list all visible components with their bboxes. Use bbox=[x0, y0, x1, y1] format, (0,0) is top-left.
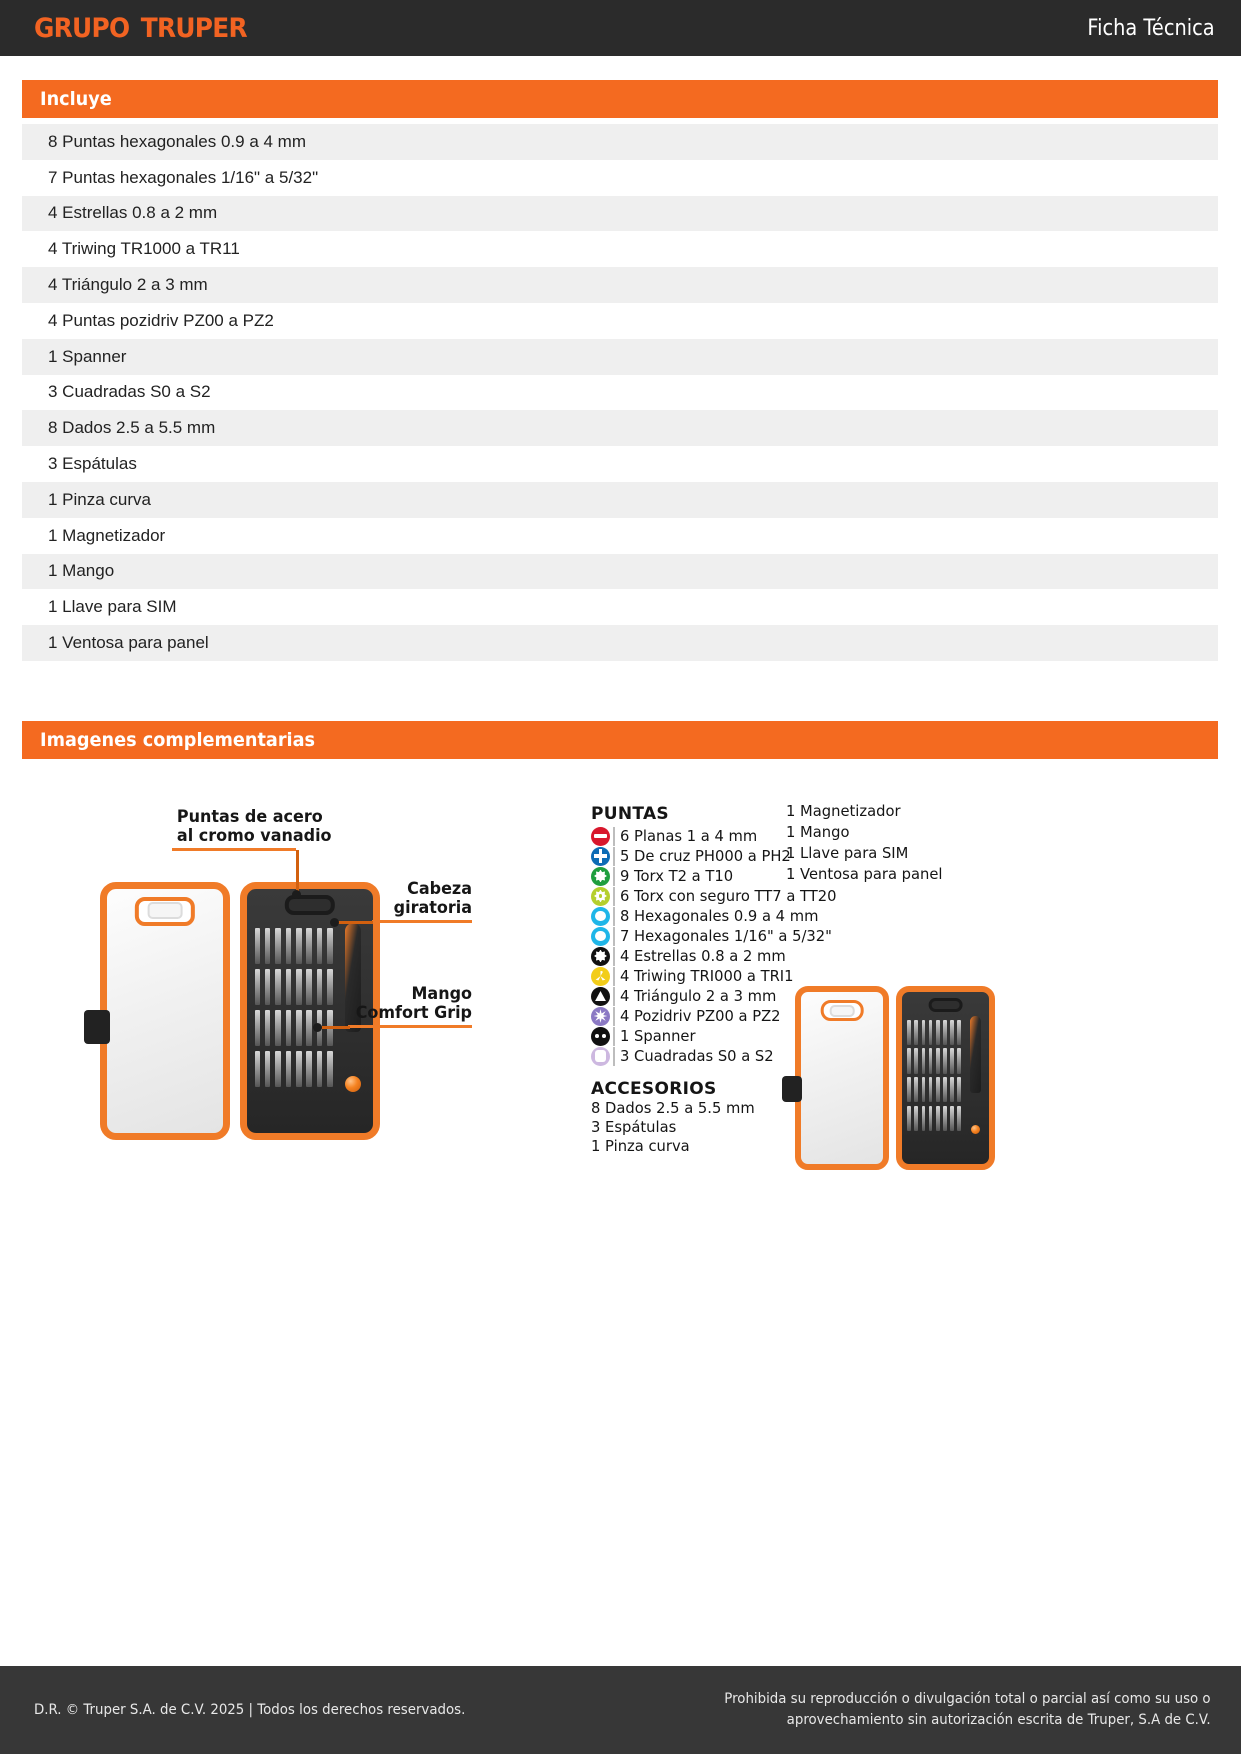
lid-hole bbox=[148, 902, 183, 919]
callout-puntas-acero-line2: al cromo vanadio bbox=[176, 826, 332, 847]
legal-notice-line1: Prohibida su reproducción o divulgación total o parcial así como su uso o bbox=[724, 1690, 1211, 1707]
legend-divider bbox=[613, 1007, 615, 1026]
complementary-images-area bbox=[0, 770, 1241, 1210]
legend-divider bbox=[613, 847, 615, 866]
legend-label: 6 Planas 1 a 4 mm bbox=[620, 827, 758, 845]
bit-array bbox=[255, 928, 333, 1118]
callout-leader-line bbox=[296, 850, 299, 893]
list-item: 7 Puntas hexagonales 1/16" a 5/32" bbox=[22, 160, 1218, 196]
legend-label: 9 Torx T2 a T10 bbox=[620, 867, 734, 885]
list-item: 4 Triángulo 2 a 3 mm bbox=[22, 267, 1218, 303]
tray-handle bbox=[285, 895, 335, 915]
list-item: 1 Mango bbox=[22, 554, 1218, 590]
callout-leader-line bbox=[318, 1026, 350, 1029]
triwing-bit-icon bbox=[591, 967, 610, 986]
section-header-imagenes bbox=[22, 721, 1218, 759]
callout-mango-line2: Comfort Grip bbox=[355, 1003, 472, 1024]
legend-divider bbox=[613, 887, 615, 906]
list-item: 4 Triwing TR1000 a TR11 bbox=[22, 231, 1218, 267]
list-item: 3 Espátulas bbox=[22, 446, 1218, 482]
legend-label: 3 Cuadradas S0 a S2 bbox=[620, 1047, 774, 1065]
page-header bbox=[0, 0, 1241, 56]
legend-divider bbox=[613, 967, 615, 986]
callout-mango-line1: Mango bbox=[411, 984, 472, 1004]
case-clip bbox=[84, 1010, 110, 1044]
page-title: Ficha Técnica bbox=[1087, 15, 1215, 41]
section-header-imagenes-label: Imagenes complementarias bbox=[40, 729, 316, 751]
legend-item-hex-inch bbox=[591, 926, 832, 946]
list-item: 4 Puntas pozidriv PZ00 a PZ2 bbox=[22, 303, 1218, 339]
list-item: 1 Spanner bbox=[22, 339, 1218, 375]
torx-security-bit-icon bbox=[591, 887, 610, 906]
legend-label: 4 Triángulo 2 a 3 mm bbox=[620, 987, 777, 1005]
list-item: 3 Cuadradas S0 a S2 bbox=[22, 375, 1218, 411]
copyright-text: D.R. © Truper S.A. de C.V. 2025 | Todos los derechos reservados. bbox=[34, 1702, 466, 1718]
triangle-bit-icon bbox=[591, 987, 610, 1006]
logo-grupo: GRUPO bbox=[34, 12, 130, 44]
legend-divider bbox=[613, 987, 615, 1006]
incluye-list bbox=[22, 124, 1218, 661]
accesorios-item: 1 Pinza curva bbox=[591, 1137, 690, 1155]
rotating-cap bbox=[968, 1122, 983, 1137]
list-item: 8 Dados 2.5 a 5.5 mm bbox=[22, 410, 1218, 446]
legend-label: 8 Hexagonales 0.9 a 4 mm bbox=[620, 907, 819, 925]
legend-item-triangulo bbox=[591, 986, 821, 1006]
legend-divider bbox=[613, 827, 615, 846]
list-item: 1 Ventosa para panel bbox=[22, 625, 1218, 661]
case-clip bbox=[782, 1076, 802, 1102]
list-item: 8 Puntas hexagonales 0.9 a 4 mm bbox=[22, 124, 1218, 160]
legend-divider bbox=[613, 947, 615, 966]
puntas-heading: PUNTAS bbox=[591, 804, 669, 824]
legend-divider bbox=[613, 1047, 615, 1066]
rotating-cap bbox=[342, 1073, 364, 1095]
list-item: 1 Pinza curva bbox=[22, 482, 1218, 518]
right-list-item: 1 Llave para SIM bbox=[786, 844, 909, 862]
star-bit-icon bbox=[591, 947, 610, 966]
legend-label: 4 Estrellas 0.8 a 2 mm bbox=[620, 947, 786, 965]
logo-truper: TRUPER bbox=[140, 12, 247, 44]
callout-anchor-dot bbox=[292, 890, 301, 899]
accesorios-item: 8 Dados 2.5 a 5.5 mm bbox=[591, 1099, 755, 1117]
legend-label: 5 De cruz PH000 a PH2 bbox=[620, 847, 791, 865]
list-item: 1 Llave para SIM bbox=[22, 589, 1218, 625]
legend-item-triwing bbox=[591, 966, 821, 986]
callout-underline bbox=[372, 920, 472, 923]
legend-divider bbox=[613, 1027, 615, 1046]
tray-handle bbox=[928, 998, 963, 1012]
case-lid bbox=[795, 986, 889, 1170]
legend-divider bbox=[613, 927, 615, 946]
right-list-item: 1 Mango bbox=[786, 823, 850, 841]
square-bit-icon bbox=[591, 1047, 610, 1066]
legend-label: 6 Torx con seguro TT7 a TT20 bbox=[620, 887, 837, 905]
phillips-bit-icon bbox=[591, 847, 610, 866]
legend-divider bbox=[613, 867, 615, 886]
bit-array bbox=[907, 1020, 961, 1154]
callout-cabeza-line2: giratoria bbox=[393, 898, 472, 919]
legend-label: 7 Hexagonales 1/16" a 5/32" bbox=[620, 927, 832, 945]
legend-item-spanner bbox=[591, 1026, 821, 1046]
list-item: 1 Magnetizador bbox=[22, 518, 1218, 554]
list-item: 4 Estrellas 0.8 a 2 mm bbox=[22, 196, 1218, 232]
page-footer bbox=[0, 1666, 1241, 1754]
legend-item-torx-security bbox=[591, 886, 837, 906]
legend-label: 4 Pozidriv PZ00 a PZ2 bbox=[620, 1007, 781, 1025]
legend-divider bbox=[613, 907, 615, 926]
callout-anchor-dot bbox=[330, 918, 339, 927]
legend-label: 4 Triwing TRI000 a TRI1 bbox=[620, 967, 794, 985]
section-header-incluye bbox=[22, 80, 1218, 118]
callout-underline bbox=[348, 1025, 472, 1028]
callout-cabeza-giratoria bbox=[372, 880, 472, 923]
callout-leader-line bbox=[335, 921, 373, 924]
callout-puntas-acero-line1: Puntas de acero bbox=[176, 807, 323, 827]
right-list-item: 1 Ventosa para panel bbox=[786, 865, 943, 883]
legend-item-cuadradas bbox=[591, 1046, 821, 1066]
callout-anchor-dot bbox=[313, 1023, 322, 1032]
case-tray bbox=[896, 986, 995, 1170]
complementary-right-list bbox=[786, 802, 951, 886]
callout-puntas-acero bbox=[172, 808, 336, 851]
torx-bit-icon bbox=[591, 867, 610, 886]
spanner-bit-icon bbox=[591, 1027, 610, 1046]
product-image-small bbox=[795, 986, 995, 1172]
callout-underline bbox=[172, 848, 296, 851]
lid-hole bbox=[830, 1005, 855, 1017]
case-lid bbox=[100, 882, 230, 1140]
legend-item-hex-mm bbox=[591, 906, 821, 926]
truper-logo bbox=[34, 13, 247, 44]
legal-notice-line2: aprovechamiento sin autorización escrita de Truper, S.A de C.V. bbox=[787, 1712, 1211, 1728]
legend-item-pozidriv bbox=[591, 1006, 821, 1026]
callout-mango-comfort-grip bbox=[348, 985, 472, 1028]
section-header-incluye-label: Incluye bbox=[40, 88, 112, 110]
flat-bit-icon bbox=[591, 827, 610, 846]
legal-notice bbox=[725, 1689, 1211, 1731]
legend-label: 1 Spanner bbox=[620, 1027, 696, 1045]
pozidriv-bit-icon bbox=[591, 1007, 610, 1026]
screwdriver-handle bbox=[966, 1016, 985, 1140]
hex-bit-inch-icon bbox=[591, 927, 610, 946]
accesorios-item: 3 Espátulas bbox=[591, 1118, 677, 1136]
callout-cabeza-line1: Cabeza bbox=[407, 879, 472, 899]
legend-item-estrellas bbox=[591, 946, 821, 966]
accesorios-heading: ACCESORIOS bbox=[591, 1079, 717, 1099]
hex-bit-icon bbox=[591, 907, 610, 926]
right-list-item: 1 Magnetizador bbox=[786, 802, 901, 820]
